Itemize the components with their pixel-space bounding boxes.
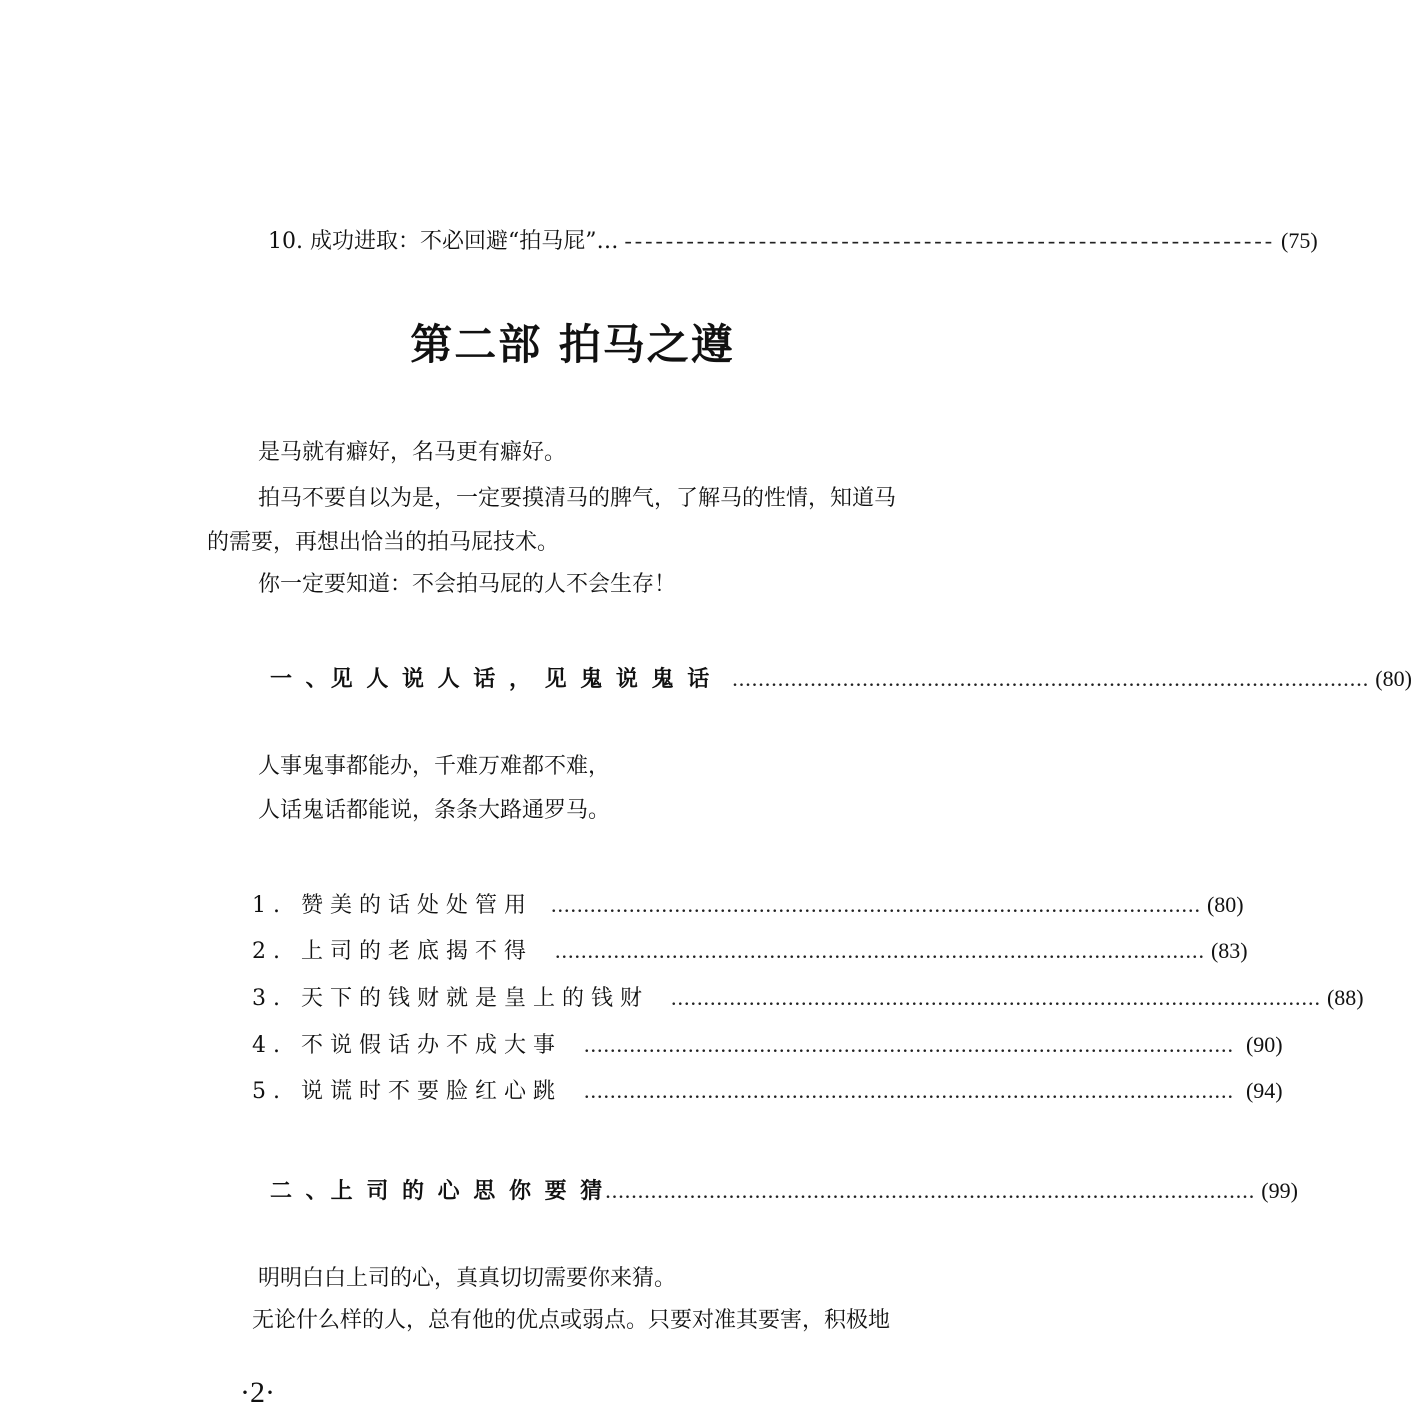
section-2-line-2: 无论什么样的人，总有他的优点或弱点。只要对准其要害，积极地 (252, 1308, 891, 1333)
toc-leader-dots: .................................................................................................... (583, 1078, 1234, 1103)
toc-leader-dots: --------------------------------------------------------------- (624, 228, 1276, 253)
toc-item-page: (94) (1245, 1078, 1283, 1103)
verse-line-1: 人事鬼事都能办，千难万难都不难， (258, 754, 611, 779)
section-2-title: 二 、上 司 的 心 思 你 要 猜 (270, 1178, 606, 1204)
toc-leader-dots: .................................................................................................... (670, 985, 1321, 1010)
section-1-title: 一 、见 人 说 人 话 ， 见 鬼 说 鬼 话 (270, 666, 713, 692)
toc-item (252, 934, 1248, 965)
intro-line-2: 拍马不要自以为是，一定要摸清马的脾气，了解马的性情，知道马 (258, 486, 897, 511)
toc-leader-dots: .................................................................................................. (732, 666, 1370, 691)
toc-item-page: (90) (1245, 1032, 1283, 1057)
toc-entry-10 (268, 224, 1318, 255)
toc-item (252, 981, 1364, 1012)
toc-section-2 (270, 1174, 1298, 1205)
intro-line-1: 是马就有癖好，名马更有癖好。 (258, 440, 567, 465)
section-1-page: (80) (1375, 666, 1412, 691)
toc-item-label: 4. 不说假话办不成大事 (252, 1033, 562, 1058)
toc-item-page: (83) (1210, 938, 1248, 963)
toc-item-label: 2. 上司的老底揭不得 (252, 939, 533, 964)
page-number: ·2· (240, 1376, 275, 1409)
toc-item-label: 3. 天下的钱财就是皇上的钱财 (252, 986, 649, 1011)
part-title: 第二部 拍马之遵 (410, 320, 735, 369)
toc-item-page: (80) (1206, 892, 1244, 917)
section-2-page: (99) (1261, 1178, 1298, 1203)
section-2-line-1: 明明白白上司的心，真真切切需要你来猜。 (258, 1266, 677, 1291)
toc-leader-dots: .................................................................................................... (583, 1032, 1234, 1057)
toc-item-label: 1. 赞美的话处处管用 (252, 893, 533, 918)
toc-leader-dots: .................................................................................................... (605, 1178, 1256, 1203)
toc-item (252, 1074, 1283, 1105)
toc-item (252, 1028, 1283, 1059)
toc-item (252, 888, 1244, 919)
verse-line-2: 人话鬼话都能说，条条大路通罗马。 (258, 798, 611, 823)
intro-line-4: 你一定要知道：不会拍马屁的人不会生存！ (258, 572, 677, 597)
toc-section-1 (270, 662, 1412, 693)
toc-leader-dots: .................................................................................................... (550, 892, 1201, 917)
toc-item-label: 5. 说谎时不要脸红心跳 (252, 1079, 562, 1104)
toc-entry-label: 10. 成功进取：不必回避“拍马屁”… (268, 229, 619, 254)
toc-leader-dots: .................................................................................................... (554, 938, 1205, 963)
toc-entry-page: (75) (1281, 228, 1318, 253)
intro-line-3: 的需要，再想出恰当的拍马屁技术。 (207, 530, 560, 555)
toc-item-page: (88) (1326, 985, 1364, 1010)
